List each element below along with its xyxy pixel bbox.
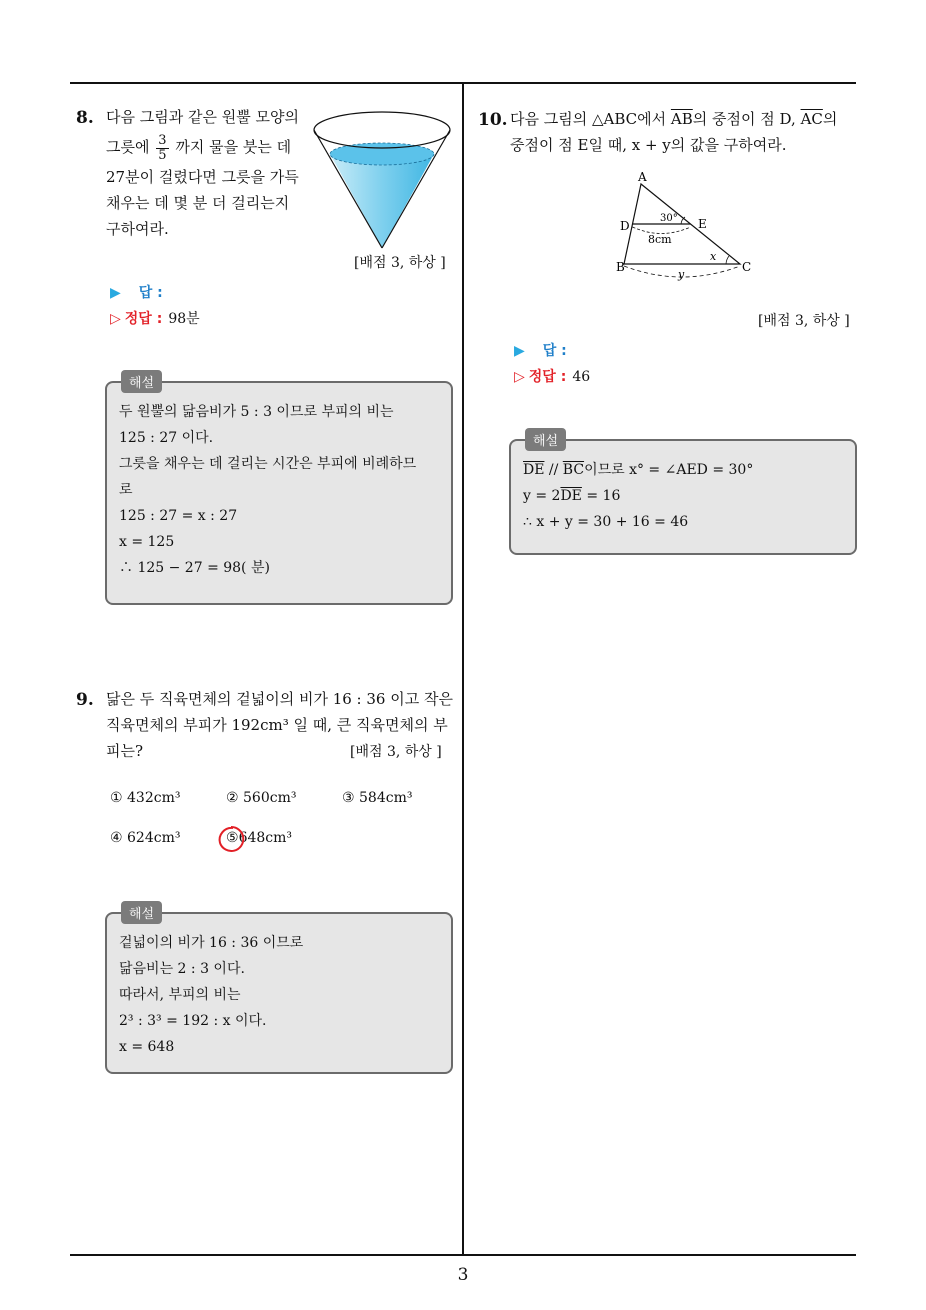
q8-line1: 다음 그림과 같은 원뿔 모양의: [106, 108, 299, 126]
q8-expl-line: 125 : 27 = x : 27: [119, 508, 238, 524]
q10-line1-a: 다음 그림의 △ABC에서: [510, 110, 667, 128]
q8-line2-post: 까지 물을 붓는 데: [175, 138, 292, 156]
q8-line4: 채우는 데 몇 분 더 걸리는지: [106, 194, 290, 212]
q10-expl-line2-post: = 16: [581, 488, 621, 504]
q8-number: 8.: [76, 108, 94, 128]
q10-answer-row: [514, 340, 567, 360]
q8-explanation-box: [105, 376, 453, 605]
q9-expl-line: 따라서, 부피의 비는: [119, 987, 241, 1003]
q10-line1: [510, 106, 860, 132]
q8-line2: [106, 130, 306, 164]
q8-answer-row: [110, 282, 163, 302]
answer-arrow-icon: ▶: [514, 343, 525, 359]
q9-explanation-box: [105, 907, 453, 1074]
q8-line2-pre: 그릇에: [106, 138, 150, 156]
page-number: 3: [457, 1265, 469, 1285]
q10-expl-seg-de: $\overline{DE}$: [523, 462, 545, 478]
q9-score: [배점 3, 하상 ]: [350, 744, 442, 760]
answer-arrow-icon: ▶: [110, 285, 121, 301]
cone-rim: [314, 112, 450, 148]
column-divider: [462, 84, 464, 1256]
q10-seg-ab: $\overline{AB}$: [670, 110, 693, 128]
q10-correct-value: 46: [572, 369, 591, 385]
q8-text: [106, 104, 306, 242]
vertex-d: D: [620, 219, 630, 233]
cone-water: [330, 154, 434, 248]
angle-c-arc: [726, 256, 729, 264]
q10-expl-line1-rest: 이므로 x° = ∠AED = 30°: [584, 462, 754, 478]
q8-expl-line: 두 원뿔의 닮음비가 5 : 3 이므로 부피의 비는: [119, 404, 394, 420]
q8-correct-label: 정답 :: [124, 311, 163, 327]
selected-circle-icon: [216, 824, 246, 854]
choice-3[interactable]: ③ 584cm³: [342, 790, 413, 806]
q9-expl-line: x = 648: [119, 1039, 175, 1055]
bottom-rule: [70, 1254, 856, 1256]
q9-number: 9.: [76, 690, 94, 710]
q8-line5: 구하여라.: [106, 220, 169, 238]
vertex-c: C: [742, 260, 752, 274]
q10-correct-row: [514, 366, 590, 386]
q10-answer-label: 답 :: [542, 343, 567, 359]
q10-text: [510, 106, 860, 158]
q10-expl-line2-seg: $\overline{DE}$: [560, 488, 582, 504]
q8-expl-line: ∴ 125 − 27 = 98( 분): [119, 560, 270, 576]
q10-expl-line2: [523, 483, 843, 509]
triangle-figure: [608, 168, 758, 284]
q10-score: [배점 3, 하상 ]: [758, 313, 850, 329]
correct-arrow-icon: ▷: [110, 311, 121, 327]
q9-explanation-tag: 해설: [121, 901, 162, 924]
q8-correct-row: [110, 308, 200, 328]
choice-1[interactable]: ① 432cm³: [110, 790, 181, 806]
cone-figure: [310, 106, 460, 252]
q10-explanation-tag: 해설: [525, 428, 566, 451]
choice-4[interactable]: ④ 624cm³: [110, 830, 181, 846]
q10-line1-c: 의: [822, 110, 838, 128]
q8-fraction: [156, 134, 168, 163]
q8-explanation-tag: 해설: [121, 370, 162, 393]
q8-score: [배점 3, 하상 ]: [354, 255, 446, 271]
q9-expl-line: 2³ : 3³ = 192 : x 이다.: [119, 1013, 267, 1029]
q8-frac-den: 5: [158, 147, 167, 163]
length-label: 8cm: [648, 233, 672, 246]
vertex-a: A: [638, 170, 647, 184]
vertex-b: B: [616, 260, 625, 274]
angle-label: 30°: [660, 213, 678, 224]
q10-expl-line2-pre: y = 2: [523, 488, 561, 504]
q10-expl-seg-bc: $\overline{BC}$: [562, 462, 585, 478]
q8-expl-line: 125 : 27 이다.: [119, 430, 214, 446]
q8-expl-line: x = 125: [119, 534, 175, 550]
q10-expl-parallel: //: [544, 462, 563, 478]
correct-arrow-icon: ▷: [514, 369, 525, 385]
q10-correct-label: 정답 :: [528, 369, 567, 385]
q10-line2: 중점이 점 E일 때, x + y의 값을 구하여라.: [510, 136, 787, 154]
q10-explanation-box: [509, 434, 857, 555]
vertex-e: E: [698, 217, 707, 231]
q8-line3: 27분이 걸렸다면 그릇을 가득: [106, 168, 299, 186]
q8-answer-label: 답 :: [138, 285, 163, 301]
q9-explanation-body: [107, 914, 451, 1070]
q9-line3: 피는?: [106, 742, 144, 760]
q8-frac-num: 3: [158, 132, 167, 148]
q10-number: 10.: [478, 110, 508, 130]
y-label: y: [678, 268, 685, 281]
q8-expl-line: 그릇을 채우는 데 걸리는 시간은 부피에 비례하므: [119, 456, 417, 472]
q10-seg-ac: $\overline{AC}$: [800, 110, 823, 128]
q8-expl-line: 로: [119, 482, 133, 498]
q9-expl-line: 닮음비는 2 : 3 이다.: [119, 961, 245, 977]
q8-correct-value: 98분: [168, 311, 200, 327]
q10-expl-line3: ∴ x + y = 30 + 16 = 46: [523, 514, 689, 530]
choice-2[interactable]: ② 560cm³: [226, 790, 297, 806]
x-label: x: [710, 250, 717, 263]
q9-line1: 닮은 두 직육면체의 겉넓이의 비가 16 : 36 이고 작은: [106, 690, 453, 708]
q10-explanation-body: [511, 441, 855, 545]
choice-5-mark: ⑤: [226, 830, 239, 846]
q8-explanation-body: [107, 383, 451, 591]
choice-5-value: 648cm³: [238, 830, 293, 846]
q9-line2: 직육면체의 부피가 192cm³ 일 때, 큰 직육면체의 부: [106, 716, 448, 734]
cone-water-surface: [330, 143, 434, 165]
q10-expl-line1: [523, 457, 843, 483]
q10-line1-b: 의 중점이 점 D,: [692, 110, 796, 128]
q9-expl-line: 겉넓이의 비가 16 : 36 이므로: [119, 935, 304, 951]
q9-choices: [110, 790, 450, 860]
